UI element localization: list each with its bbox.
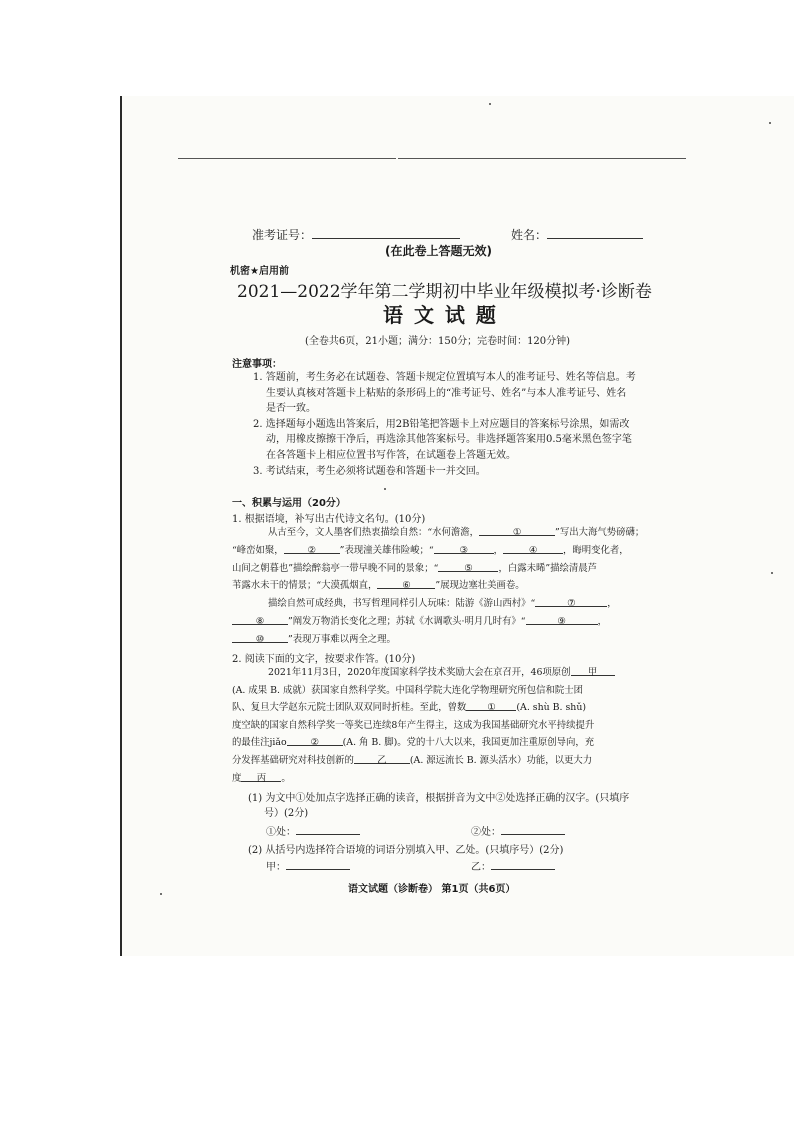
top-rule-left <box>178 158 396 159</box>
answer-field-2[interactable] <box>501 823 565 835</box>
answer-field-1[interactable] <box>296 823 360 835</box>
subject-title: 语 文 试 题 <box>383 303 498 327</box>
answer-row-jia: 甲： <box>266 858 350 873</box>
answer-blank-7[interactable]: ⑦ <box>535 595 607 607</box>
answer-blank-9[interactable]: ⑨ <box>526 613 598 625</box>
answer-row-yi: 乙： <box>471 858 555 873</box>
sub-question-2: (2) 从括号内选择符合语境的词语分别填入甲、乙处。(只填序号）(2分) <box>248 845 564 856</box>
exam-title: 2021—2022学年第二学期初中毕业年级模拟考·诊断卷 <box>237 282 652 302</box>
answer-field-yi[interactable] <box>491 858 555 870</box>
scan-speck <box>384 488 386 490</box>
fill-blank-2[interactable]: ② <box>287 734 343 746</box>
invalid-note: (在此卷上答题无效) <box>385 244 492 258</box>
question-2-body: 2021年11月3日，2020年度国家科学技术奖励大会在京召开，46项原创 甲 (A. 成果 B. 成就）获国家自然科学奖。中国科学院大连化学物理研究所包信和院士团 队、复旦大学赵东元院士团队双双同时折桂。至此，曾数 ① (A. shù B. shǔ) 度空缺的国家自然科学奖一等奖已连续8年产生得主，这成为我国基础研究水平持续提升 的最佳注jiǎo ② (A. 角 B. 脚)。党的十八大以来，我国更加注重原创导向，充 分发挥基础研究对科技创新的 乙 (A. 源远流长 B. 源头活水）功能，以更大力 度 丙 。 <box>232 664 672 787</box>
fill-blank-yi[interactable]: 乙 <box>354 752 410 764</box>
notice-list <box>253 370 636 479</box>
scan-speck <box>769 122 771 124</box>
notice-item: 3. 考试结束，考生必须将试题卷和答题卡一并交回。 <box>253 465 486 477</box>
secret-label: 机密★启用前 <box>230 266 289 277</box>
exam-number-label: 准考证号： <box>252 228 313 242</box>
answer-blank-2[interactable]: ② <box>284 542 340 554</box>
notice-item: 1. 答题前，考生务必在试题卷、答题卡规定位置填写本人的准考证号、姓名等信息。考 生要认真核对答题卡上粘贴的条形码上的“准考证号、姓名”与本人准考证号、姓名 是否一致。 <box>253 372 636 415</box>
question-1-body: 从古至今，文人墨客们热衷描绘自然：“水何澹澹， ① ”写出大海气势磅礴； “峰峦如聚， ② ”表现潼关雄伟险峻；“ ③ ， ④ ，晦明变化者， 山间之朝暮也”描绘醉翁亭一带早晚不同的景象；“ ⑤ ，白露未晞”描绘清晨芦 苇露水未干的情景；“大漠孤烟直， ⑥ ”展现边塞壮美画卷。 描绘自然可成经典，书写哲理同样引人玩味：陆游《游山西村》“ ⑦ ， ⑧ ”阐发万物消长变化之理；苏轼《水调歌头·明月几时有》“ ⑨ ， ⑩ ”表现万事难以两全之理。 <box>232 524 672 649</box>
answer-blank-4[interactable]: ④ <box>503 542 563 554</box>
answer-field-jia[interactable] <box>286 858 350 870</box>
section-heading: 一、积累与运用（20分） <box>232 498 346 509</box>
answer-blank-1[interactable]: ① <box>479 524 555 536</box>
sub-question-1: (1) 为文中①处加点字选择正确的读音，根据拼音为文中②处选择正确的汉字。(只填序 号）(2分) <box>248 793 630 819</box>
answer-blank-8[interactable]: ⑧ <box>232 613 288 625</box>
answer-blank-5[interactable]: ⑤ <box>438 560 498 572</box>
exam-info: (全卷共6页，21小题；满分：150分；完卷时间：120分钟) <box>305 336 571 347</box>
fill-blank-jia[interactable]: 甲 <box>571 664 615 676</box>
question-2-stem: 2. 阅读下面的文字，按要求作答。(10分) <box>232 654 416 665</box>
answer-row-1: ①处： <box>266 823 360 838</box>
exam-number-field[interactable] <box>312 227 460 239</box>
scan-speck <box>771 572 773 574</box>
page-footer: 语文试题（诊断卷） 第1页（共6页） <box>348 884 516 895</box>
name-label: 姓名： <box>511 228 548 242</box>
scan-speck <box>160 893 162 895</box>
fill-blank-bing[interactable]: 丙 <box>241 770 281 782</box>
answer-blank-3[interactable]: ③ <box>434 542 494 554</box>
fill-blank-1[interactable]: ① <box>466 699 516 711</box>
notice-heading: 注意事项： <box>232 359 282 370</box>
exam-number-row <box>252 226 460 243</box>
name-field[interactable] <box>547 227 643 239</box>
question-1-stem: 1. 根据语境，补写出古代诗文名句。(10分) <box>232 514 426 525</box>
notice-item: 2. 选择题每小题选出答案后，用2B铅笔把答题卡上对应题目的答案标号涂黑，如需改 动，用橡皮擦擦干净后，再选涂其他答案标号。非选择题答案用0.5毫米黑色签字笔 在各答题卡上相应位置书写作答，在试题卷上答题无效。 <box>253 418 632 461</box>
answer-blank-10[interactable]: ⑩ <box>232 631 288 643</box>
answer-row-2: ②处： <box>471 823 565 838</box>
answer-blank-6[interactable]: ⑥ <box>377 577 435 589</box>
scan-speck <box>489 103 491 105</box>
name-row <box>511 226 643 243</box>
top-rule-right <box>398 158 686 159</box>
